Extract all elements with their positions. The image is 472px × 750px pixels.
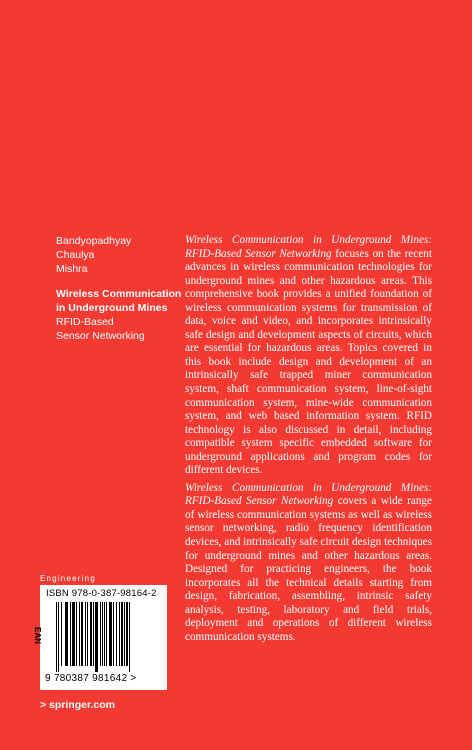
barcode-bar	[58, 602, 59, 672]
barcode-bar	[72, 602, 75, 666]
barcode-bar	[116, 602, 117, 666]
barcode-bar	[66, 602, 68, 666]
author-name: Chaulya	[56, 249, 95, 261]
barcode-bar	[81, 602, 83, 666]
barcode-bar	[79, 602, 80, 666]
barcode-bars	[56, 602, 162, 672]
barcode-bar	[102, 602, 104, 666]
description-title: Wireless Communication in Underground Mines: RFID-Based Sensor Networking	[185, 481, 432, 508]
description-title: Wireless Communication in Underground Mines: RFID-Based Sensor Networking	[185, 234, 432, 260]
barcode-panel	[33, 585, 167, 690]
author-list	[56, 234, 176, 276]
ean-label: EAN	[33, 627, 42, 644]
book-title-block	[56, 287, 182, 343]
book-subtitle-line: Sensor Networking	[56, 330, 145, 342]
barcode-bar	[65, 602, 66, 666]
barcode-bar	[56, 602, 57, 672]
barcode-bar	[100, 602, 101, 666]
barcode-bar	[85, 602, 86, 666]
book-subtitle-line: RFID-Based	[56, 316, 114, 328]
book-title-line: Wireless Communication	[56, 288, 182, 300]
description-text: focuses on the recent advances in wireless communication technologies for underground mines and other hazardous areas. This comprehensive book provides a unified foundation of wireless communication systems for transmission of data, voice and video, and incorporates intrinsically safe design and development aspects of circuits, which are essential for hazardous areas. Topics covered in this book include design and development of an intrinsically safe trapped miner communication system, shaft communication system, line-of-sight communication system, mine-wide communication system, and web based information system. RFID technology is also discussed in detail, including compatible system specific embedded software for underground applications and program codes for different devices.	[185, 247, 433, 477]
description-paragraph	[185, 482, 432, 645]
barcode-bar	[119, 602, 120, 666]
barcode-bar	[106, 602, 107, 666]
barcode-bar	[95, 602, 98, 672]
barcode-bar	[104, 602, 105, 666]
publisher-link[interactable]: > springer.com	[40, 699, 115, 711]
barcode-bar	[126, 602, 128, 666]
author-name: Mishra	[56, 263, 88, 275]
isbn-text: ISBN 978-0-387-98164-2	[46, 588, 157, 599]
book-title-line: in Underground Mines	[56, 302, 168, 314]
category-label: Engineering	[40, 574, 96, 583]
barcode-bar	[61, 602, 62, 666]
description-text: covers a wide range of wireless communication systems as well as wireless sensor networking, radio frequency identification devices, and intrinsically safe circuit design techniques for underground mines and other hazardous areas. Designed for practicing engineers, the book incorporates all the technical details starting from design, fabrication, assembling, intrinsic safety analysis, testing, laboratory and field trials, deployment and operations of different wireless communication systems.	[185, 495, 432, 643]
barcode-bar	[93, 602, 94, 666]
barcode-digits: 9 780387 981642 >	[45, 673, 137, 684]
barcode-bar	[90, 602, 92, 666]
barcode-bar	[124, 602, 125, 666]
barcode-bar	[76, 602, 77, 666]
author-name: Bandyopadhyay	[56, 235, 132, 247]
barcode-bar	[121, 602, 124, 666]
barcode-bar	[70, 602, 71, 666]
book-description	[185, 234, 432, 648]
barcode-bar	[109, 602, 112, 666]
barcode-bar	[129, 602, 130, 672]
description-paragraph	[185, 234, 432, 478]
barcode-bar	[87, 602, 88, 666]
barcode-bar	[113, 602, 114, 666]
